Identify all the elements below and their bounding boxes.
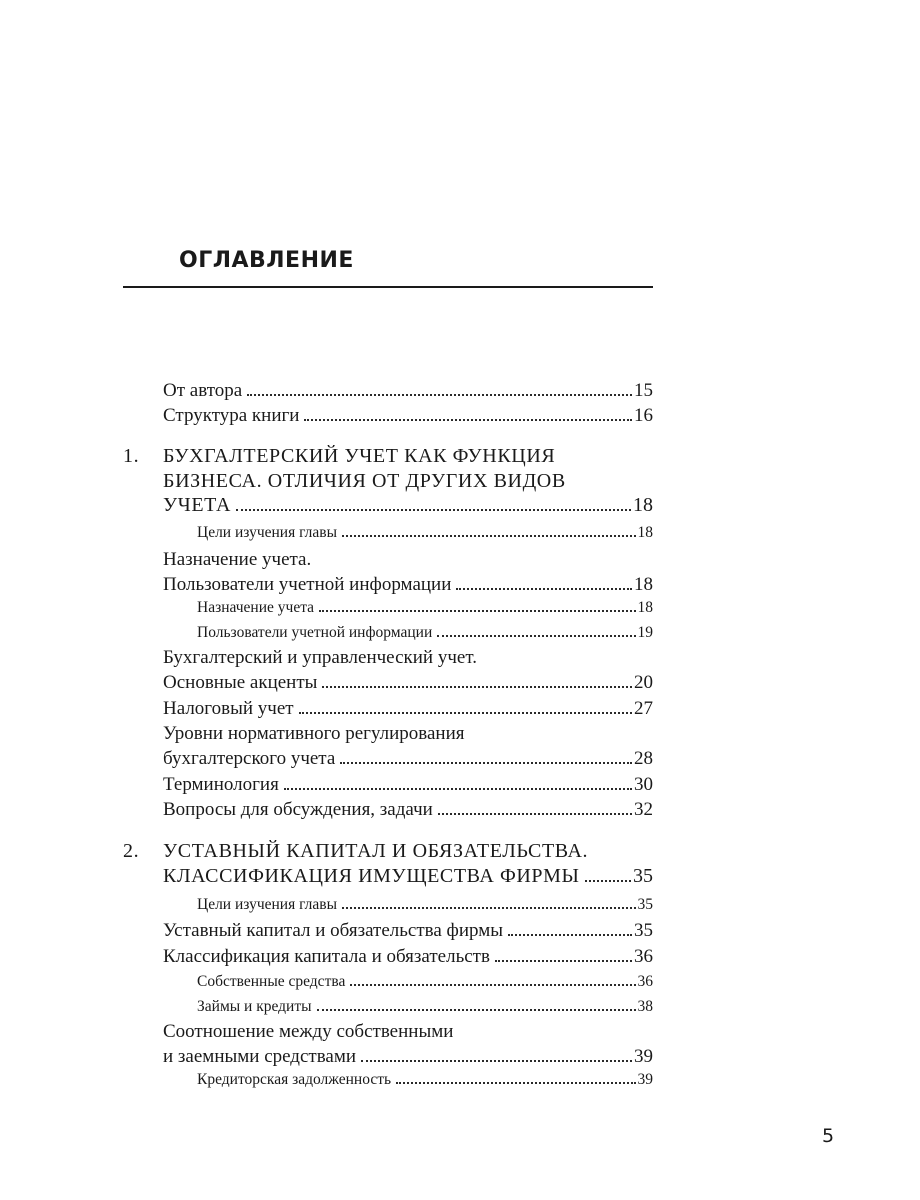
dot-leader [342, 894, 635, 909]
toc-page-number: 19 [637, 624, 653, 641]
toc-page-number: 27 [634, 697, 653, 719]
toc-page-number: 32 [634, 798, 653, 820]
toc-entry-title-line: Соотношение между собственными [163, 1021, 454, 1042]
toc-entry-title: Налоговый учет [163, 697, 294, 719]
toc-entry-title: Структура книги [163, 404, 300, 426]
toc-page-number: 16 [634, 404, 653, 426]
toc-entry-ch1-questions[interactable] [163, 797, 653, 822]
toc-entry-title: Назначение учета [197, 599, 315, 616]
toc-page-number: 18 [633, 494, 653, 517]
dot-leader [284, 772, 632, 790]
dot-leader [304, 403, 632, 421]
toc-chapter-1[interactable] [123, 444, 653, 518]
toc-page-number: 20 [634, 672, 653, 694]
toc-entry-title-line: бухгалтерского учета [163, 748, 336, 770]
dot-leader [396, 1069, 635, 1084]
toc-page-number: 36 [634, 945, 653, 967]
toc-page-number: 18 [637, 599, 653, 616]
toc-page-number: 36 [637, 973, 653, 990]
toc-entry-ch2-classification[interactable] [163, 944, 653, 969]
toc-entry-ch1-terms[interactable] [163, 772, 653, 797]
dot-leader [456, 573, 632, 591]
toc-entry-from-author[interactable] [163, 378, 653, 403]
toc-page-number: 39 [634, 1046, 653, 1068]
toc-chapter-2[interactable] [123, 839, 653, 888]
toc-entry-ch2-capital[interactable] [163, 918, 653, 943]
dot-leader [437, 622, 635, 637]
toc-page-number: 35 [637, 896, 653, 913]
toc-entry-title: Уставный капитал и обязательства фирмы [163, 919, 504, 941]
toc-subentry-ch1-goals[interactable] [197, 521, 653, 546]
toc-entry-title-line: Основные акценты [163, 672, 318, 694]
dot-leader [342, 522, 635, 537]
toc-entry-book-structure[interactable] [163, 403, 653, 428]
toc-page-number: 18 [634, 574, 653, 596]
page-number: 5 [822, 1125, 835, 1147]
chapter-title-line: КЛАССИФИКАЦИЯ ИМУЩЕСТВА ФИРМЫ [163, 864, 580, 887]
toc-page-number: 15 [634, 379, 653, 401]
toc-page-number: 38 [637, 998, 653, 1015]
chapter-title-line: УСТАВНЫЙ КАПИТАЛ И ОБЯЗАТЕЛЬСТВА. [163, 840, 589, 862]
toc-subentry-ch1-users[interactable] [197, 621, 653, 646]
toc-page-number: 39 [637, 1071, 653, 1088]
toc-page-number: 35 [633, 864, 653, 887]
dot-leader [236, 493, 631, 511]
dot-leader [340, 747, 632, 765]
toc-entry-title: Цели изучения главы [197, 524, 338, 541]
dot-leader [319, 597, 635, 612]
toc-entry-title-line: Бухгалтерский и управленческий учет. [163, 647, 477, 668]
dot-leader [322, 671, 632, 689]
toc-subentry-ch2-own-funds[interactable] [197, 970, 653, 995]
toc-entry-title: Цели изучения главы [197, 896, 338, 913]
toc-entry-title-line: и заемными средствами [163, 1046, 357, 1068]
dot-leader [508, 918, 632, 936]
toc-entry-ch1-levels[interactable] [163, 722, 653, 772]
chapter-title-line: БУХГАЛТЕРСКИЙ УЧЕТ КАК ФУНКЦИЯ [163, 445, 556, 467]
toc-subentry-ch1-purpose[interactable] [197, 596, 653, 621]
chapter-title-line: БИЗНЕСА. ОТЛИЧИЯ ОТ ДРУГИХ ВИДОВ [163, 469, 566, 492]
toc-page-number: 35 [634, 919, 653, 941]
toc-entry-title-line: Назначение учета. [163, 549, 312, 570]
toc-page-number: 30 [634, 773, 653, 795]
toc-entry-title: Вопросы для обсуждения, задачи [163, 798, 433, 820]
toc-entry-title: Собственные средства [197, 973, 346, 990]
dot-leader [585, 864, 631, 882]
toc-entry-title: Займы и кредиты [197, 998, 312, 1015]
page-title: ОГЛАВЛЕНИЕ [179, 248, 354, 273]
toc-entry-title: Классификация капитала и обязательств [163, 945, 490, 967]
toc-entry-ch1-tax[interactable] [163, 696, 653, 721]
toc-entry-title: От автора [163, 379, 243, 401]
toc-entry-title: Кредиторская задолженность [197, 1071, 392, 1088]
dot-leader [495, 944, 632, 962]
toc-entry-title: Терминология [163, 773, 279, 795]
toc-subentry-ch2-loans[interactable] [197, 995, 653, 1020]
dot-leader [350, 971, 635, 986]
toc-entry-title: Пользователи учетной информации [197, 624, 433, 641]
toc-subentry-ch2-goals[interactable] [197, 893, 653, 918]
toc-entry-ch2-ratio[interactable] [163, 1020, 653, 1070]
toc-page-number: 28 [634, 748, 653, 770]
toc-entry-ch1-purpose[interactable] [163, 548, 653, 598]
toc-entry-ch1-mgmt[interactable] [163, 646, 653, 696]
dot-leader [299, 696, 632, 714]
chapter-number: 2. [123, 840, 140, 862]
toc-entry-title-line: Уровни нормативного регулирования [163, 723, 465, 744]
toc-page-number: 18 [637, 524, 653, 541]
toc-entry-title-line: Пользователи учетной информации [163, 574, 452, 596]
chapter-number: 1. [123, 445, 140, 467]
dot-leader [438, 797, 632, 815]
dot-leader [317, 996, 636, 1011]
dot-leader [361, 1045, 632, 1063]
toc-subentry-ch2-payables[interactable] [197, 1068, 653, 1093]
dot-leader [247, 378, 632, 396]
chapter-title-line: УЧЕТА [163, 494, 232, 517]
